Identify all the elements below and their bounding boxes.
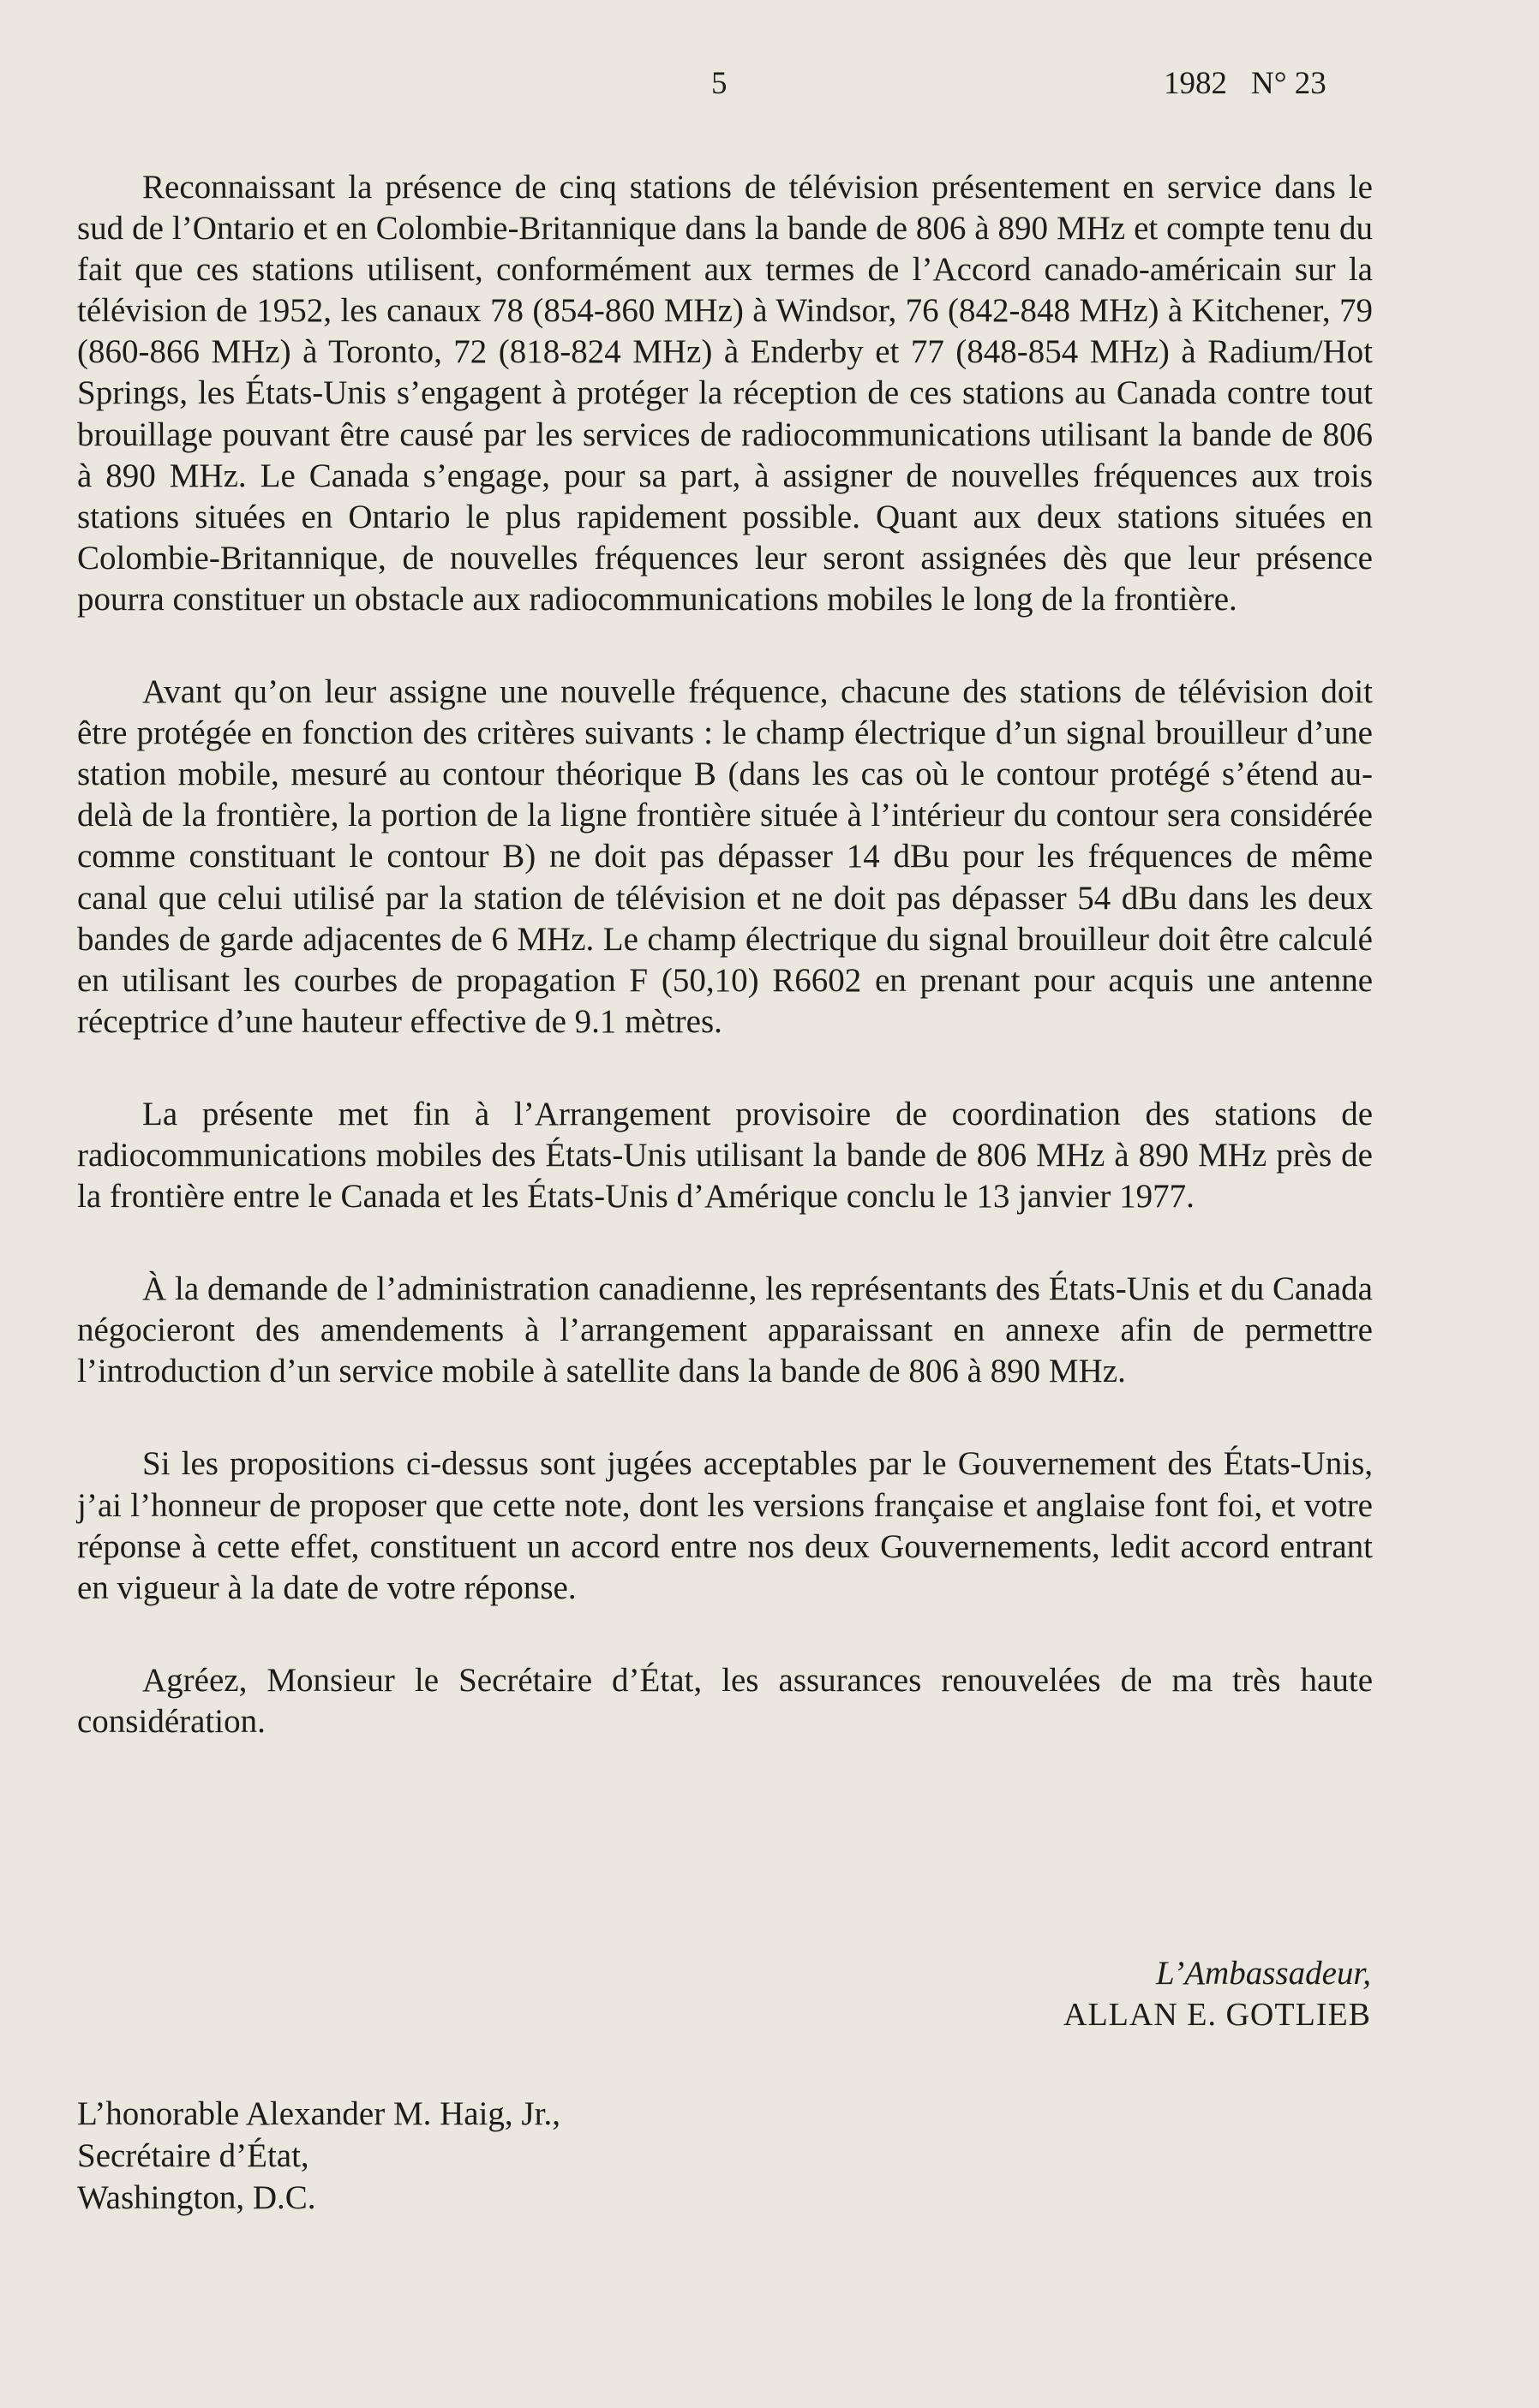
paragraph: La présente met fin à l’Arrangement provisoire de coordination des stations de radiocommunications mobiles des États-Unis utilisant la bande de 806 MHz à 890 MHz près de la frontière entre le Canada et les États-Unis d’Amérique conclu le 13 janvier 1977. xyxy=(77,1095,1373,1216)
paragraph: À la demande de l’administration canadienne, les représentants des États-Unis et du Canada négocieront des amendements à l’arrangement apparaissant en annexe afin de permettre l’introduction d’un service mobile à satellite dans la bande de 806 à 890 MHz. xyxy=(77,1270,1373,1390)
paragraph: Si les propositions ci-dessus sont jugées acceptables par le Gouvernement des États-Unis, j’ai l’honneur de proposer que cette note, dont les versions française et anglaise font foi, et votre réponse à cette effet, constituent un accord entre nos deux Gouvernements, ledit accord entrant en vigueur à la date de votre réponse. xyxy=(77,1445,1373,1606)
signature-title: L’Ambassadeur, xyxy=(1156,1955,1371,1992)
letter-body xyxy=(77,167,1373,1742)
addressee-block xyxy=(77,2093,560,2219)
document-year: 1982 xyxy=(1164,66,1227,101)
addressee-line: L’honorable Alexander M. Haig, Jr., xyxy=(77,2095,560,2132)
page-number: 5 xyxy=(711,66,728,101)
signature-name: ALLAN E. GOTLIEB xyxy=(1063,1997,1371,2033)
paragraph: Reconnaissant la présence de cinq stations de télévision présentement en service dans le sud de l’Ontario et en Colombie-Britannique dans la bande de 806 à 890 MHz et compte tenu du fait que ces stations utilisent, conformément aux termes de l’Accord canado-américain sur la télévision de 1952, les canaux 78 (854-860 MHz) à Windsor, 76 (842-848 MHz) à Kitchener, 79 (860-866 MHz) à Toronto, 72 (818-824 MHz) à Enderby et 77 (848-854 MHz) à Radium/Hot Springs, les États-Unis s’engagent à protéger la réception de ces stations au Canada contre tout brouillage pouvant être causé par les services de radiocommunications utilisant la bande de 806 à 890 MHz. Le Canada s’engage, pour sa part, à assigner de nouvelles fréquences aux trois stations situées en Ontario le plus rapidement possible. Quant aux deux stations situées en Colombie-Britannique, de nouvelles fréquences leur seront assignées dès que leur présence pourra constituer un obstacle aux radiocommunications mobiles le long de la frontière. xyxy=(77,169,1373,618)
document-number: N° 23 xyxy=(1251,66,1326,101)
closing-paragraph: Agréez, Monsieur le Secrétaire d’État, les assurances renouvelées de ma très haute considération. xyxy=(77,1661,1373,1740)
paragraph: Avant qu’on leur assigne une nouvelle fréquence, chacune des stations de télévision doit être protégée en fonction des critères suivants : le champ électrique d’un signal brouilleur d’une station mobile, mesuré au contour théorique B (dans les cas où le contour protégé s’étend au-delà de la frontière, la portion de la ligne frontière située à l’intérieur du contour sera considérée comme constituant le contour B) ne doit pas dépasser 14 dBu pour les fréquences de même canal que celui utilisé par la station de télévision et ne doit pas dépasser 54 dBu dans les deux bandes de garde adjacentes de 6 MHz. Le champ électrique du signal brouilleur doit être calculé en utilisant les courbes de propagation F (50,10) R6602 en prenant pour acquis une antenne réceptrice d’une hauteur effective de 9.1 mètres. xyxy=(77,673,1373,1040)
document-reference xyxy=(1164,67,1326,101)
addressee-line: Secrétaire d’État, xyxy=(77,2137,309,2174)
addressee-line: Washington, D.C. xyxy=(77,2179,316,2216)
